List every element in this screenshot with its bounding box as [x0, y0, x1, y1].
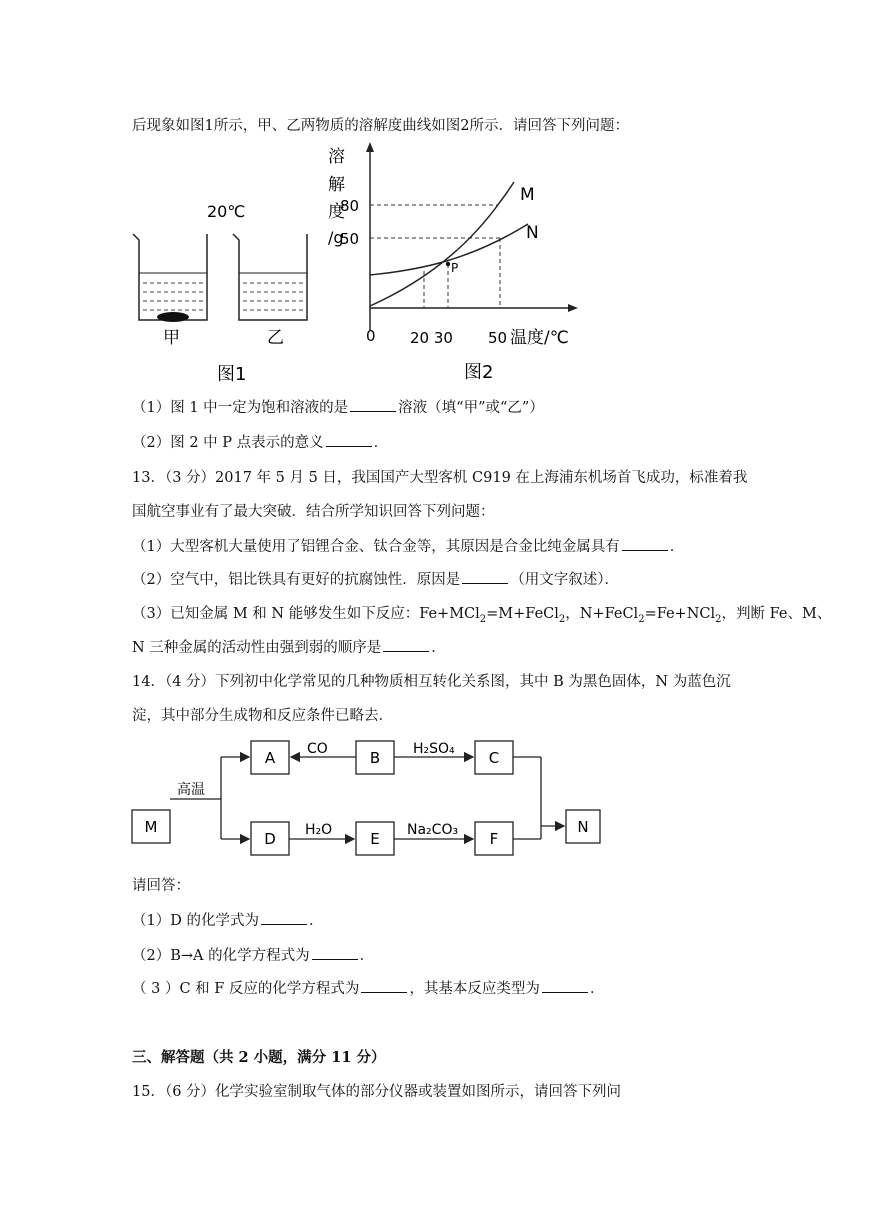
y-axis-arrow	[366, 142, 374, 152]
q12-blank-2	[326, 432, 372, 447]
q14-answer-prompt: 请回答：	[132, 878, 190, 894]
q14-part2: （2）B→A 的化学方程式为 ．	[132, 944, 374, 965]
fig1-caption: 图1	[217, 364, 247, 385]
curve-m-label: M	[520, 185, 535, 205]
q13-part2: （2）空气中，铝比铁具有更好的抗腐蚀性．原因是 （用文字叙述）．	[132, 568, 619, 589]
beaker-jia	[133, 234, 207, 322]
label-na2co3: Na₂CO₃	[407, 822, 459, 838]
ytick-80: 80	[340, 197, 360, 215]
ylabel-char-2: 解	[328, 175, 345, 195]
q14-blank-4	[542, 978, 588, 993]
figure-2-solubility-chart	[320, 140, 590, 390]
label-h2o: H₂O	[305, 822, 333, 838]
q12-part2: （2）图 2 中 P 点表示的意义 ．	[132, 431, 388, 452]
box-c-label: C	[488, 749, 500, 767]
label-jia: 甲	[163, 328, 180, 348]
beaker-yi	[233, 234, 307, 320]
q14-blank-3	[361, 978, 407, 993]
box-e-label: E	[370, 830, 380, 848]
q14-blank-2	[312, 945, 358, 960]
xlabel: 温度/℃	[510, 328, 569, 348]
box-m-label: M	[144, 818, 158, 836]
q13-part1: （1）大型客机大量使用了铝锂合金、钛合金等，其原因是合金比纯金属具有 ．	[132, 535, 684, 556]
box-d-label: D	[264, 830, 276, 848]
fig1-temperature: 20℃	[207, 202, 246, 221]
q13-blank-1	[622, 536, 668, 551]
label-high-temp: 高温	[177, 782, 205, 798]
q14-stem-1: 14．（4 分）下列初中化学常见的几种物质相互转化关系图，其中 B 为黑色固体，N 为蓝色沉	[132, 674, 731, 690]
q14-part1: （1）D 的化学式为 ．	[132, 909, 323, 930]
box-a-label: A	[264, 749, 276, 767]
origin-label: 0	[366, 327, 376, 345]
q13-part3: （3）已知金属 M 和 N 能够发生如下反应：Fe+MCl$_2$=M+FeCl$_2$，N+FeCl$_2$=Fe+NCl$_2$，判断 Fe、M、	[132, 606, 832, 625]
undissolved-solid	[157, 312, 189, 322]
q14-blank-1	[261, 910, 307, 925]
q13-stem-1: 13．（3 分）2017 年 5 月 5 日，我国国产大型客机 C919 在上海浦东机场首飞成功，标准着我	[132, 470, 748, 486]
q13-stem-2: 国航空事业有了最大突破．结合所学知识回答下列问题：	[132, 504, 495, 520]
curve-n-label: N	[526, 223, 539, 243]
q12-part1: （1）图 1 中一定为饱和溶液的是 溶液（填“甲”或“乙”）	[132, 396, 544, 417]
ylabel-char-1: 溶	[328, 147, 345, 167]
point-p-label: P	[451, 261, 459, 275]
label-co: CO	[307, 741, 328, 757]
figure-1-beakers	[125, 190, 325, 390]
label-h2so4: H₂SO₄	[413, 741, 455, 757]
q14-transformation-diagram	[125, 735, 610, 860]
box-f-label: F	[489, 830, 499, 848]
q14-part3: （ 3 ）C 和 F 反应的化学方程式为 ，其基本反应类型为 ．	[132, 977, 604, 998]
ylabel-unit: /g	[328, 228, 344, 247]
q13-blank-3	[383, 637, 429, 652]
xtick-20-30: 20 30	[410, 329, 453, 347]
curve-n	[370, 224, 528, 275]
q15-stem: 15．（6 分）化学实验室制取气体的部分仪器或装置如图所示，请回答下列问	[132, 1084, 622, 1100]
intro-text: 后现象如图1所示，甲、乙两物质的溶解度曲线如图2所示．请回答下列问题：	[132, 118, 629, 134]
label-yi: 乙	[267, 328, 284, 348]
section-3-heading: 三、解答题（共 2 小题，满分 11 分）	[132, 1049, 386, 1066]
box-n-label: N	[577, 818, 589, 836]
q13-blank-2	[462, 569, 508, 584]
xtick-50: 50	[488, 329, 508, 347]
x-axis-arrow	[568, 304, 578, 312]
box-b-label: B	[369, 749, 381, 767]
ylabel-char-3: 度	[328, 202, 345, 222]
q13-part3-line2: N 三种金属的活动性由强到弱的顺序是 ．	[132, 636, 446, 657]
fig2-caption: 图2	[464, 362, 494, 383]
point-p	[446, 262, 450, 266]
q14-stem-2: 淀，其中部分生成物和反应条件已略去．	[132, 708, 393, 724]
q12-blank-1	[350, 397, 396, 412]
ytick-50: 50	[340, 230, 360, 248]
